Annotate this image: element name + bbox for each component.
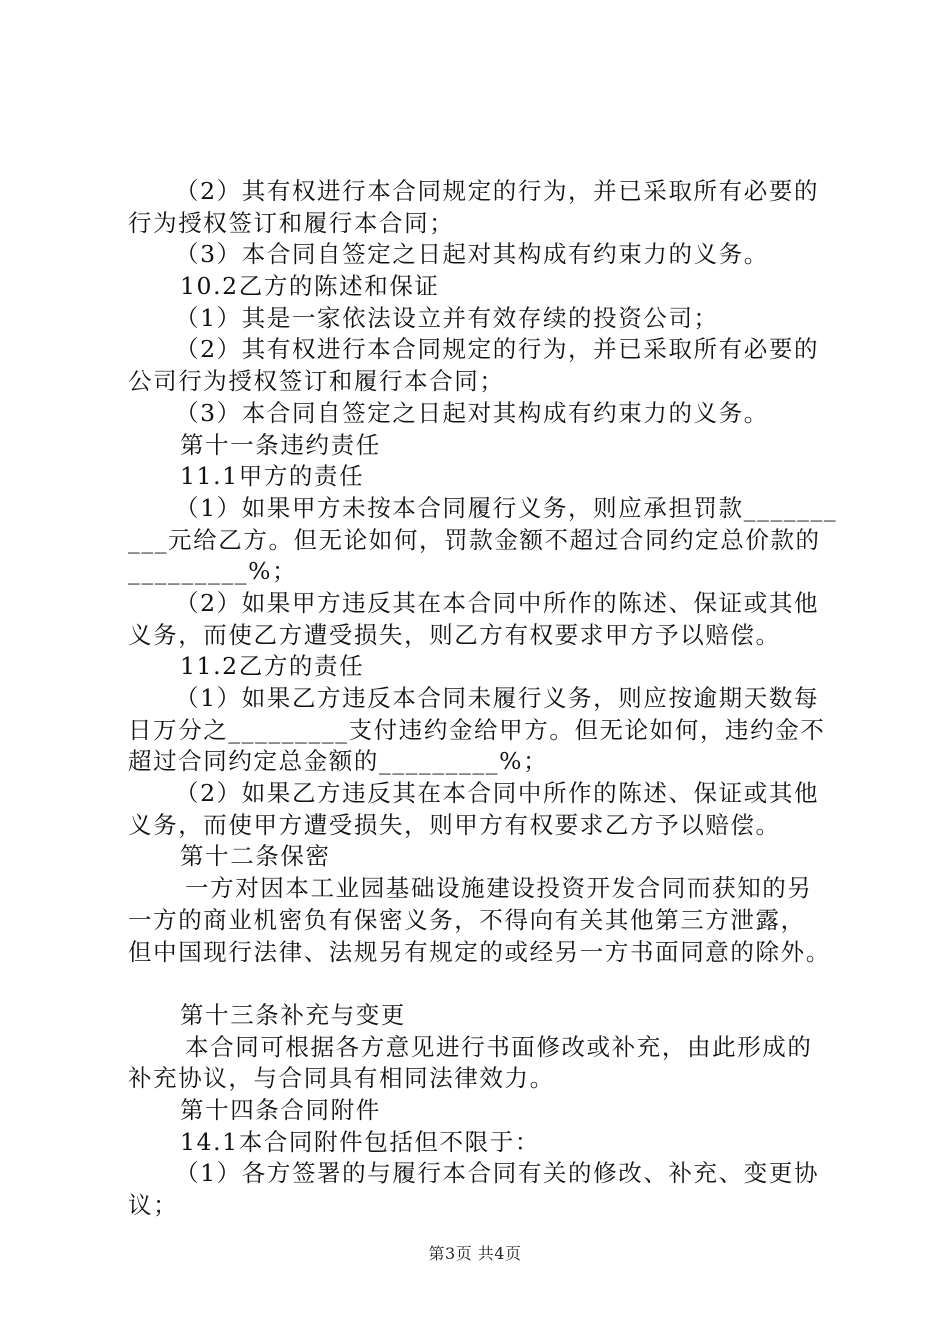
text-line: 第十四条合同附件: [180, 1095, 381, 1124]
text-line: （3）本合同自签定之日起对其构成有约束力的义务。: [175, 398, 769, 427]
text-line: 但中国现行法律、法规另有规定的或经另一方书面同意的除外。: [128, 937, 831, 966]
text-line: 一方对因本工业园基础设施建设投资开发合同而获知的另: [185, 874, 813, 903]
text-line: （1）其是一家依法设立并有效存续的投资公司；: [175, 303, 719, 332]
text-line: （2）其有权进行本合同规定的行为，并已采取所有必要的: [175, 177, 820, 205]
text-line: 补充协议，与合同具有相同法律效力。: [128, 1064, 555, 1093]
text-line: 第十一条违约责任: [180, 430, 381, 459]
text-line: （1）如果甲方未按本合同履行义务，则应承担罚款_______: [175, 493, 838, 522]
text-line: 第十三条补充与变更: [180, 1000, 406, 1029]
text-line: （1）如果乙方违反本合同未履行义务，则应按逾期天数每: [175, 684, 820, 712]
text-line: 一方的商业机密负有保密义务，不得向有关其他第三方泄露，: [128, 905, 806, 934]
text-line: 11.2乙方的责任: [180, 652, 365, 681]
text-line: 义务，而使乙方遭受损失，则乙方有权要求甲方予以赔偿。: [128, 620, 781, 649]
text-line: 公司行为授权签订和履行本合同；: [128, 367, 505, 396]
text-line: 行为授权签订和履行本合同；: [128, 208, 455, 237]
text-line: （1）各方签署的与履行本合同有关的修改、补充、变更协: [175, 1159, 820, 1188]
contract-body: [128, 176, 838, 1222]
text-line: 10.2乙方的陈述和保证: [180, 272, 440, 301]
page-footer: 第3页 共4页: [428, 1244, 522, 1263]
text-line: 14.1本合同附件包括但不限于：: [180, 1127, 540, 1156]
text-line: 11.1甲方的责任: [180, 462, 365, 491]
text-line: 本合同可根据各方意见进行书面修改或补充，由此形成的: [185, 1032, 813, 1061]
text-line: （2）如果乙方违反其在本合同中所作的陈述、保证或其他: [175, 779, 820, 808]
text-line: 议；: [128, 1191, 179, 1219]
text-line: _________%；: [128, 557, 298, 586]
text-line: ___元给乙方。但无论如何，罚款金额不超过合同约定总价款的: [128, 525, 821, 554]
blank-line: [128, 968, 838, 1000]
text-line: 日万分之_________支付违约金给甲方。但无论如何，违约金不: [128, 715, 826, 744]
text-line: （2）其有权进行本合同规定的行为，并已采取所有必要的: [175, 335, 820, 364]
text-line: （3）本合同自签定之日起对其构成有约束力的义务。: [175, 240, 769, 269]
text-line: 第十二条保密: [180, 842, 331, 871]
text-line: 超过合同约定总金额的_________%；: [128, 747, 549, 776]
text-line: 义务，而使甲方遭受损失，则甲方有权要求乙方予以赔偿。: [128, 810, 781, 839]
text-line: （2）如果甲方违反其在本合同中所作的陈述、保证或其他: [175, 588, 820, 617]
